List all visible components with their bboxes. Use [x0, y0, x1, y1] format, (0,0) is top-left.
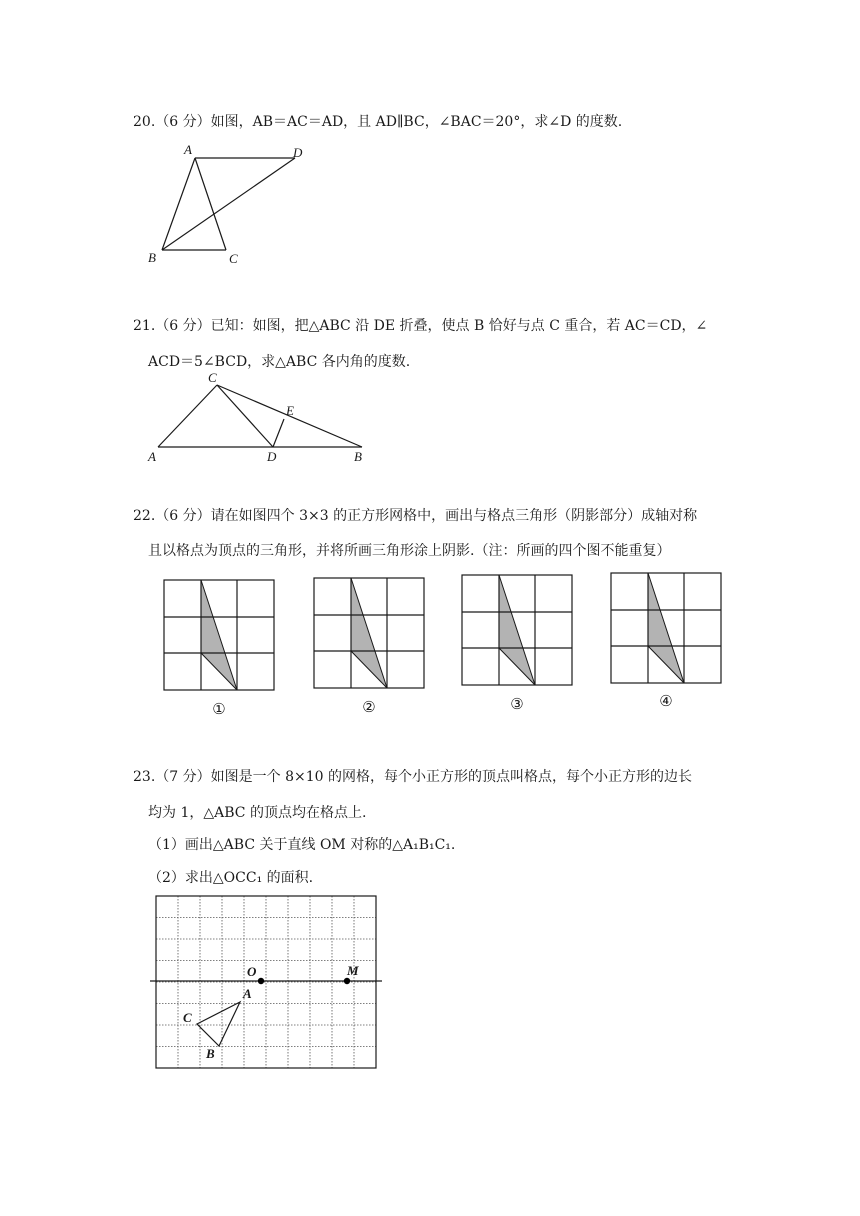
caption-1: ①: [212, 700, 226, 718]
point-o: [258, 978, 264, 984]
q20-figure: [140, 140, 320, 270]
q23-part1: （1）画出△ABC 关于直线 OM 对称的△A₁B₁C₁.: [148, 837, 456, 853]
q21-line1: 21.（6 分）已知：如图，把△ABC 沿 DE 折叠，使点 B 恰好与点 C 重合，若 AC＝CD，∠: [133, 318, 708, 334]
label-d: D: [267, 449, 277, 464]
point-m: [344, 978, 350, 984]
label-m: M: [347, 963, 359, 978]
q23-line2: 均为 1，△ABC 的顶点均在格点上.: [148, 805, 367, 821]
shaded-triangle: [351, 578, 387, 688]
label-c: C: [183, 1010, 192, 1025]
label-c: C: [229, 251, 238, 266]
label-b: B: [206, 1046, 215, 1061]
label-e: E: [286, 403, 294, 418]
label-a: A: [184, 142, 192, 157]
shaded-triangle: [201, 580, 237, 690]
label-a: A: [243, 986, 252, 1001]
label-b: B: [148, 250, 156, 265]
label-d: D: [293, 145, 303, 160]
label-a: A: [148, 449, 156, 464]
dotted-grid: [156, 896, 376, 1068]
caption-2: ②: [362, 698, 376, 716]
triangle-abc: [197, 1002, 240, 1046]
q22-line2: 且以格点为顶点的三角形，并将所画三角形涂上阴影.（注：所画的四个图不能重复）: [148, 543, 671, 559]
label-c: C: [208, 370, 217, 385]
segment-cd: [217, 385, 273, 447]
q21-figure: [140, 368, 380, 468]
shaded-triangle: [499, 575, 535, 685]
shaded-triangle: [648, 573, 684, 683]
grid-3: [462, 575, 572, 685]
segment-bd: [162, 158, 295, 250]
q20-text: 20.（6 分）如图，AB＝AC＝AD，且 AD∥BC，∠BAC＝20°，求∠D 的度数.: [133, 114, 623, 130]
grid-1: [164, 580, 274, 690]
caption-3: ③: [510, 695, 524, 713]
segment-ab: [162, 158, 195, 250]
q23-line1: 23.（7 分）如图是一个 8×10 的网格，每个小正方形的顶点叫格点，每个小正方形的边长: [133, 769, 692, 785]
grid-2: [314, 578, 424, 688]
segment-ac: [195, 158, 226, 250]
caption-4: ④: [659, 692, 673, 710]
grid-4: [611, 573, 721, 683]
label-o: O: [247, 964, 257, 979]
q22-line1: 22.（6 分）请在如图四个 3×3 的正方形网格中，画出与格点三角形（阴影部分）成轴对称: [133, 508, 698, 524]
label-b: B: [354, 449, 362, 464]
q23-part2: （2）求出△OCC₁ 的面积.: [148, 870, 314, 886]
segment-ac: [158, 385, 217, 447]
segment-de: [273, 419, 284, 447]
q23-grid-figure: [150, 892, 385, 1072]
q21-line2: ACD＝5∠BCD，求△ABC 各内角的度数.: [148, 354, 411, 370]
